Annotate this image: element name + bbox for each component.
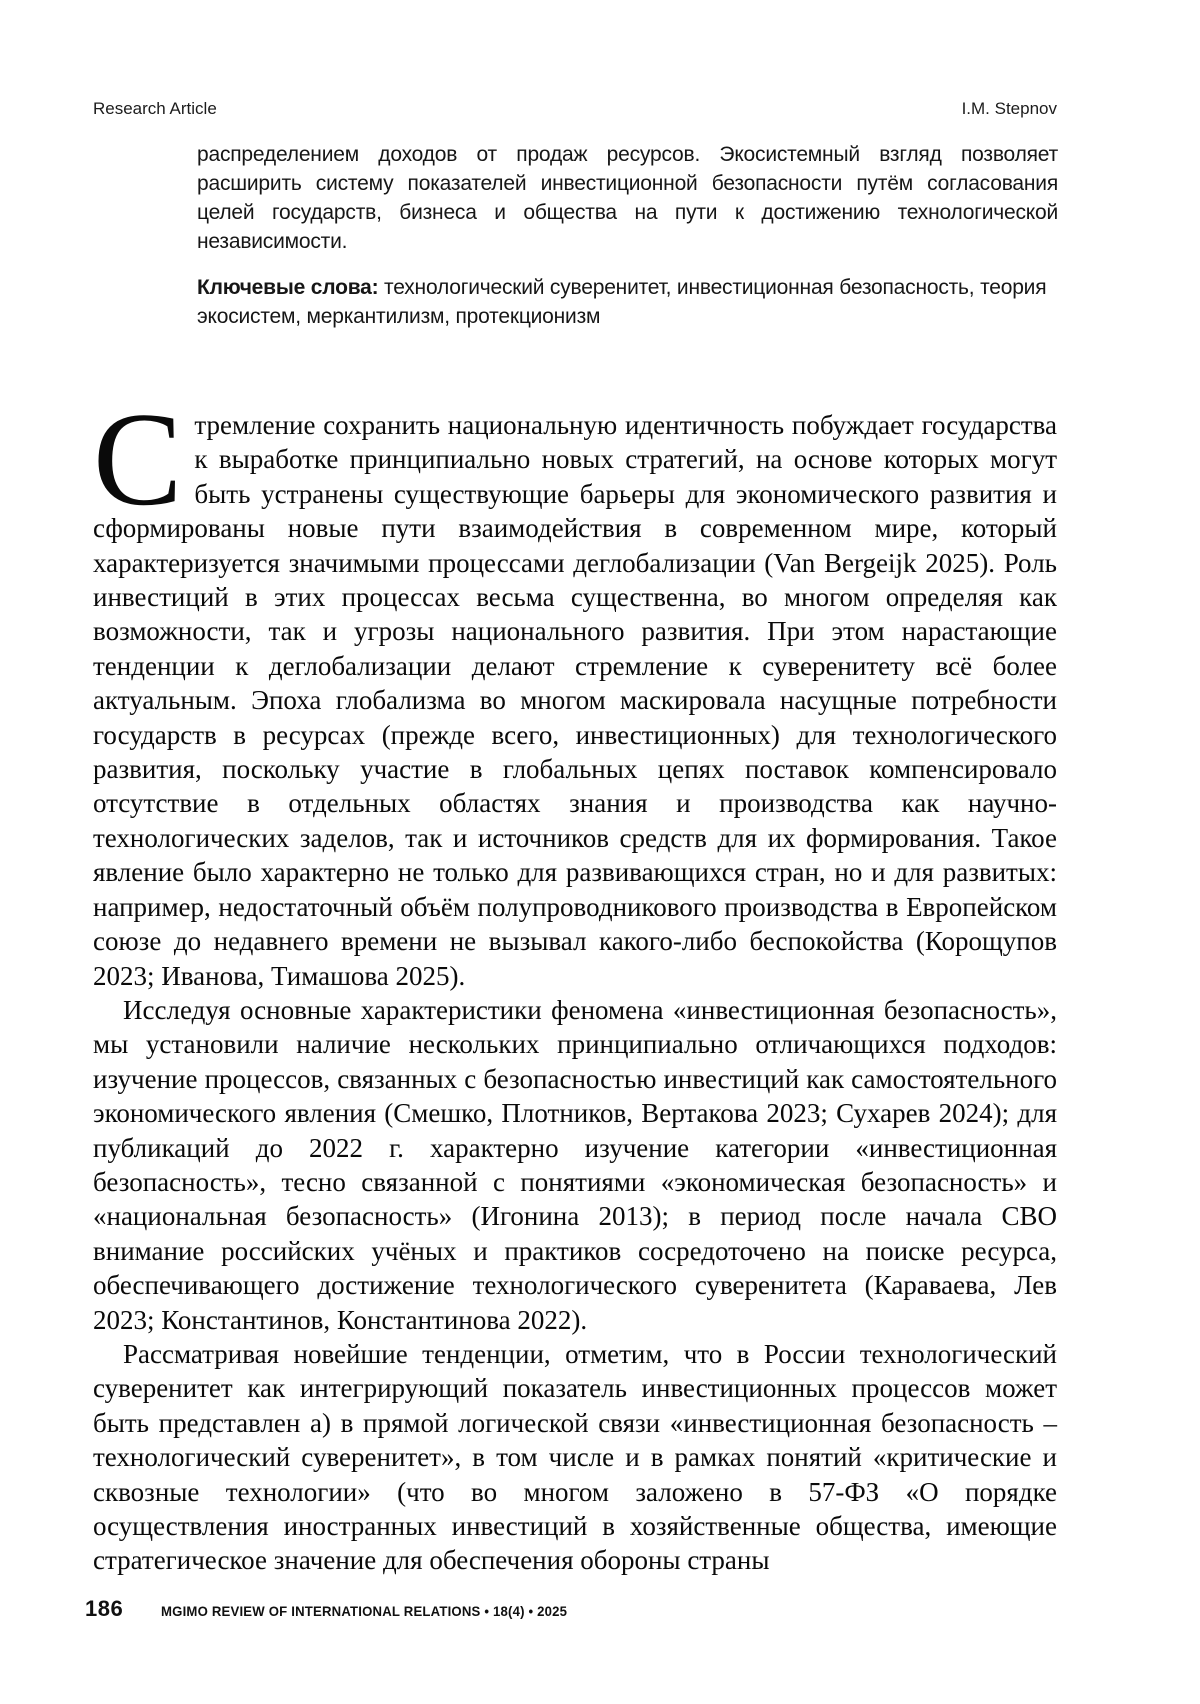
dropcap-letter: С xyxy=(93,385,183,533)
abstract-block xyxy=(197,140,1058,331)
body-paragraph-text: тремление сохранить национальную идентичность побуждает государства к выработке принципиально новых стратегий, на основе которых могут быть устранены существующие барьеры для экономического развития и сформированы новые пути взаимодействия в современном мире, который характеризуется значимыми процессами деглобализации (Van Bergeijk 2025). Роль инвестиций в этих процессах весьма существенна, во многом определяя как возможности, так и угрозы национального развития. При этом нарастающие тенденции к деглобализации делают стремление к суверенитету всё более актуальным. Эпоха глобализма во многом маскировала насущные потребности государств в ресурсах (прежде всего, инвестиционных) для технологического развития, поскольку участие в глобальных цепях поставок компенсировало отсутствие в отдельных областях знания и производства как научно-технологических заделов, так и источников средств для их формирования. Такое явление было характерно не только для развивающихся стран, но и для развитых: например, недостаточный объём полупроводникового производства в Европейском союзе до недавнего времени не вызывал какого-либо беспокойства (Корощупов 2023; Иванова, Тимашова 2025). xyxy=(93,410,1057,991)
page-footer xyxy=(85,1596,593,1622)
article-body xyxy=(93,385,1057,1578)
header-author: I.M. Stepnov xyxy=(961,99,1057,118)
body-paragraph: Рассматривая новейшие тенденции, отметим, что в России технологический суверенитет как интегрирующий показатель инвестиционных процессов может быть представлен а) в прямой логической связи «инвестиционная безопасность – технологический суверенитет», в том числе и в рамках понятий «критические и сквозные технологии» (что во многом заложено в 57-ФЗ «О порядке осуществления иностранных инвестиций в хозяйственные общества, имеющие стратегическое значение для обеспечения обороны страны xyxy=(93,1338,1057,1576)
abstract-text: распределением доходов от продаж ресурсов. Экосистемный взгляд позволяет расширить систему показателей инвестиционной безопасности путём согласования целей государств, бизнеса и общества на пути к достижению технологической независимости. xyxy=(197,143,1058,253)
body-paragraph xyxy=(93,385,1057,993)
running-head xyxy=(93,99,1057,119)
header-article-type: Research Article xyxy=(93,99,217,118)
body-paragraph: Исследуя основные характеристики феномена «инвестиционная безопасность», мы установили наличие нескольких принципиально отличающихся подходов: изучение процессов, связанных с безопасностью инвестиций как самостоятельного экономического явления (Смешко, Плотников, Вертакова 2023; Сухарев 2024); для публикаций до 2022 г. характерно изучение категории «инвестиционная безопасность», тесно связанной с понятиями «экономическая безопасность» и «национальная безопасность» (Игонина 2013); в период после начала СВО внимание российских учёных и практиков сосредоточено на поиске ресурса, обеспечивающего достижение технологического суверенитета (Караваева, Лев 2023; Константинов, Константинова 2022). xyxy=(93,994,1057,1335)
keywords-label: Ключевые слова: xyxy=(197,276,379,299)
keywords-text: технологический суверенитет, инвестиционная безопасность, теория экосистем, меркантилизм, протекционизм xyxy=(197,276,1047,328)
journal-title-line: MGIMO REVIEW OF INTERNATIONAL RELATIONS • 18(4) • 2025 xyxy=(161,1603,568,1619)
keywords-paragraph xyxy=(197,273,1058,331)
page-number: 186 xyxy=(85,1596,124,1621)
